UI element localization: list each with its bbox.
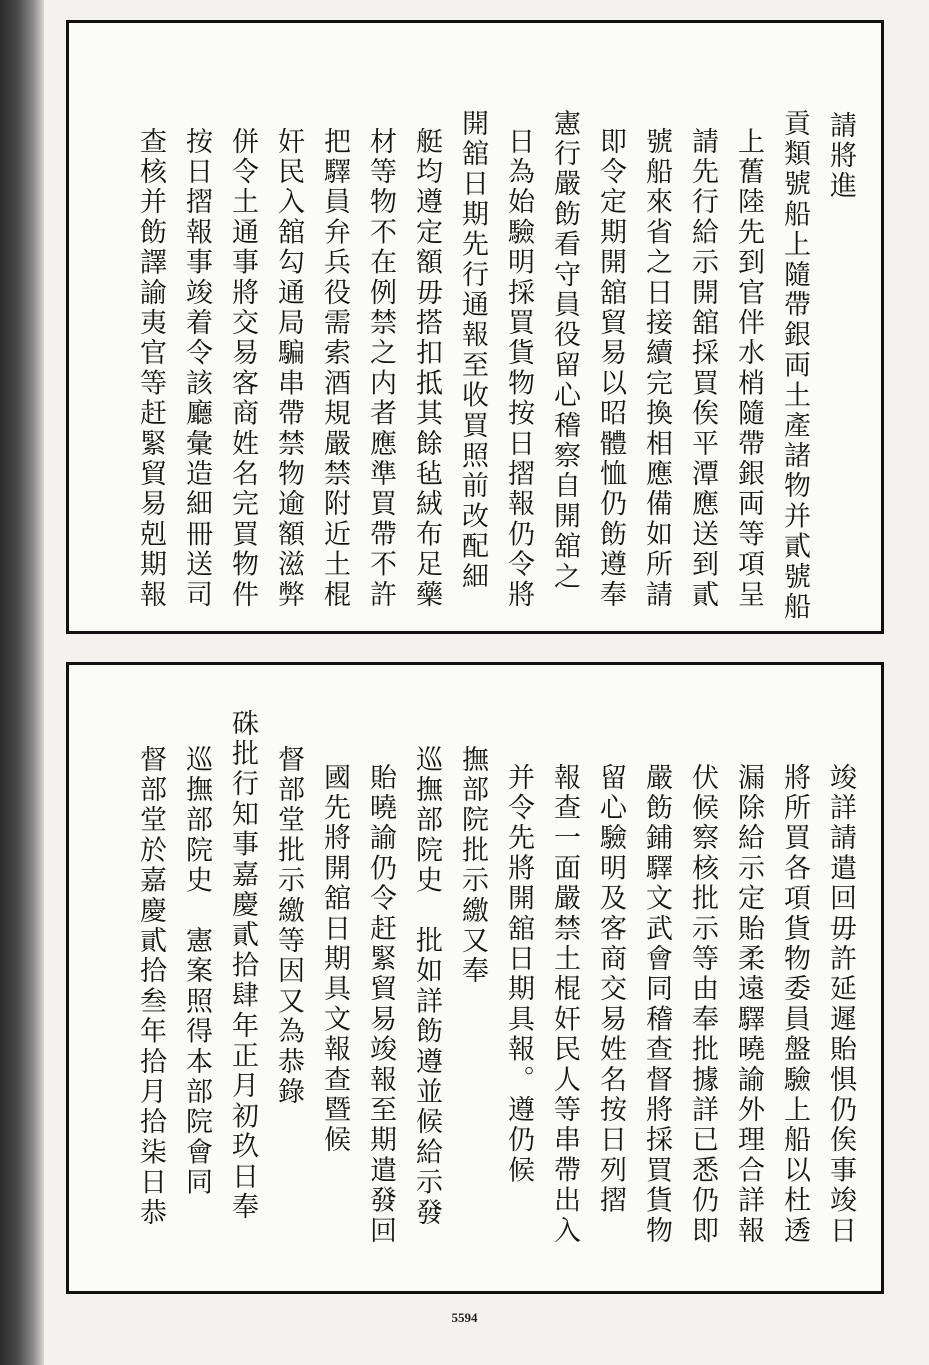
manuscript-column: 硃批行知事嘉慶貳拾肆年正月初玖日奉	[227, 709, 258, 1223]
manuscript-column: 請將進	[825, 111, 856, 202]
manuscript-column: 併令土通事將交易客商姓名完買物件	[227, 127, 258, 611]
manuscript-column: 嚴飭鋪驛文武會同稽查督將採買貨物	[641, 763, 672, 1247]
manuscript-column: 報查一面嚴禁土棍奸民人等串帶出入	[549, 763, 580, 1247]
manuscript-column: 將所買各項貨物委員盤驗上船以杜透	[779, 763, 810, 1247]
manuscript-column: 留心驗明及客商交易姓名按日列摺	[595, 763, 626, 1216]
manuscript-column: 請先行給示開舘採買俟平潭應送到貳	[687, 127, 718, 611]
manuscript-column: 奸民入舘勾通局騙串帶禁物逾額滋弊	[273, 127, 304, 611]
manuscript-column: 即令定期開舘貿易以昭體恤仍飭遵奉	[595, 127, 626, 611]
manuscript-column: 巡撫部院史 批如詳飭遵並候給示發	[411, 745, 442, 1229]
upper-manuscript-panel	[66, 20, 884, 634]
manuscript-column: 撫部院批示繳又奉	[457, 745, 488, 987]
manuscript-column: 國先將開舘日期具文報查暨候	[319, 763, 350, 1156]
manuscript-column: 把驛員弁兵役需索酒規嚴禁附近土棍	[319, 127, 350, 611]
manuscript-column: 貽曉諭仍令赶緊貿易竣報至期遣發回	[365, 763, 396, 1247]
manuscript-column: 艇均遵定額毋搭扣抵其餘毡絨布足藥	[411, 127, 442, 611]
manuscript-column: 上𦾔陸先到官伴水梢隨帶銀両等項呈	[733, 127, 764, 611]
book-binding-shadow	[0, 0, 44, 1365]
manuscript-column: 伏候察核批示等由奉批據詳已悉仍即	[687, 763, 718, 1247]
manuscript-column: 并令先將開舘日期具報。遵仍候	[503, 763, 534, 1186]
manuscript-column: 憲行嚴飭看守員役留心稽察自開舘之	[549, 109, 580, 593]
manuscript-column: 貢類號船上隨帶銀両土產諸物并貳號船	[779, 109, 810, 623]
manuscript-column: 開舘日期先行通報至收買照前改配細	[457, 109, 488, 593]
manuscript-column: 查核并飭譯諭夷官等赶緊貿易剋期報	[135, 127, 166, 611]
lower-manuscript-panel	[66, 662, 884, 1294]
manuscript-column: 材等物不在例禁之内者應準買帶不許	[365, 127, 396, 611]
manuscript-column: 按日摺報事竣着令該廳彙造細冊送司	[181, 127, 212, 611]
manuscript-column: 竣詳請遣回毋許延遲貽惧仍俟事竣日	[825, 763, 856, 1247]
manuscript-column: 漏除給示定貽柔遠驛曉諭外理合詳報	[733, 763, 764, 1247]
manuscript-column: 巡撫部院史 憲案照得本部院會同	[181, 745, 212, 1198]
manuscript-column: 督部堂批示繳等因又為恭錄	[273, 745, 304, 1108]
manuscript-column: 督部堂於嘉慶貳拾叁年拾月拾柒日恭	[135, 745, 166, 1229]
manuscript-column: 日為始驗明採買貨物按日摺報仍令將	[503, 127, 534, 611]
page-number: 5594	[451, 1310, 478, 1325]
manuscript-column: 號船來省之日接續完換相應備如所請	[641, 127, 672, 611]
